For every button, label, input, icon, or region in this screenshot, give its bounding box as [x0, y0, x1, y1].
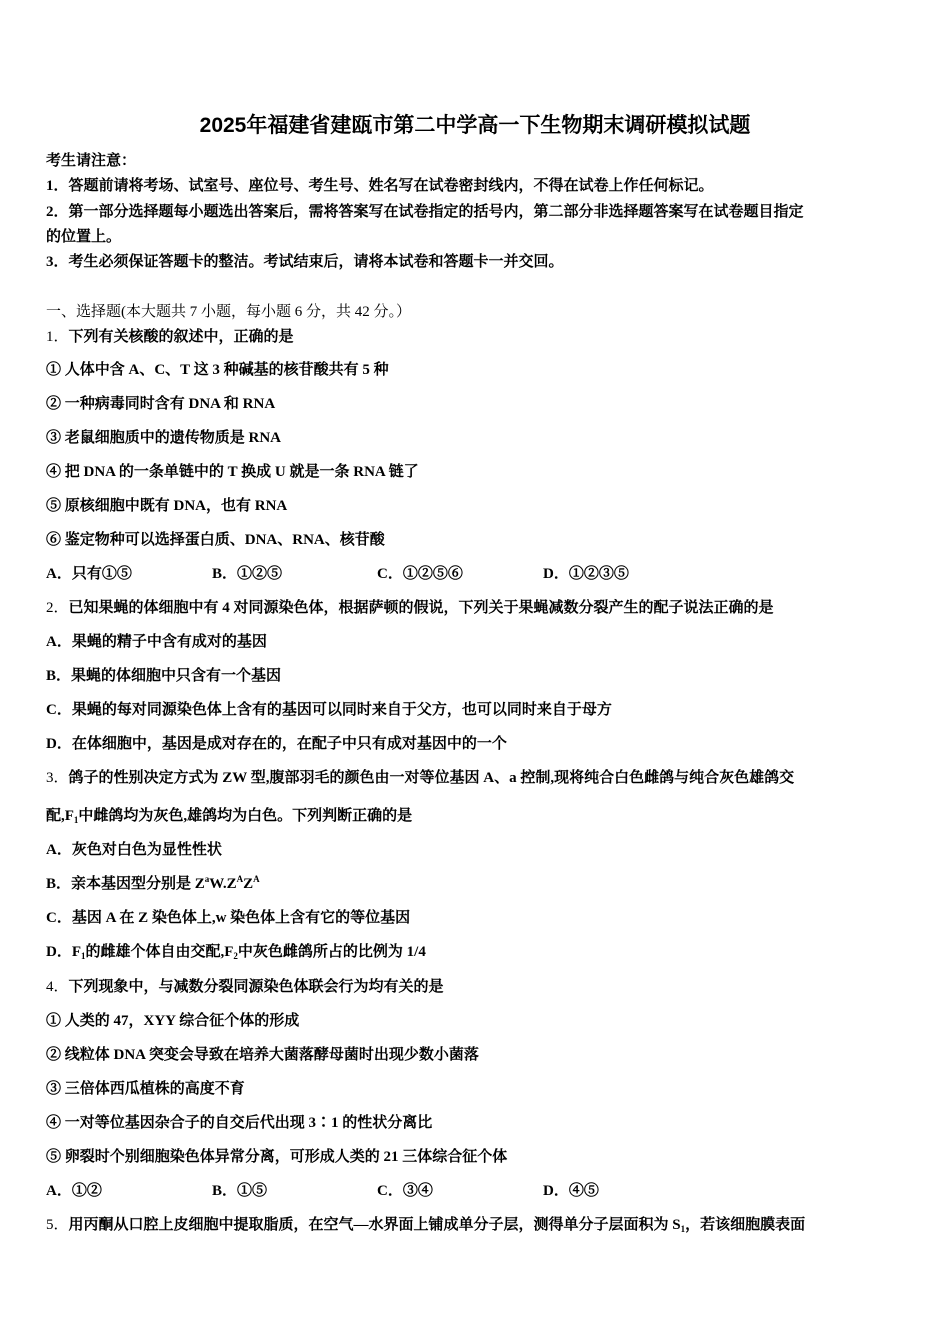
q3-option-d[interactable] — [46, 942, 426, 962]
question-number: 5． — [46, 1217, 69, 1233]
notice-item-2: 2．第一部分选择题每小题选出答案后，需将答案写在试卷指定的括号内，第二部分非选择题答案写在试卷题目指定 — [46, 204, 804, 220]
option-text: W.Z — [209, 876, 237, 892]
stem-text: 中雌鸽均为灰色,雄鸽均为白色。下列判断正确的是 — [78, 808, 413, 824]
stem-text: 配,F — [46, 808, 74, 824]
question-number: 1． — [46, 329, 69, 345]
q1-option-c[interactable]: C．①②⑤⑥ — [377, 566, 463, 582]
q1-option-d[interactable]: D．①②③⑤ — [543, 566, 629, 582]
q1-item-1: ① 人体中含 A、C、T 这 3 种碱基的核苷酸共有 5 种 — [46, 362, 389, 378]
question-number: 2． — [46, 600, 69, 616]
q4-item-4: ④ 一对等位基因杂合子的自交后代出现 3∶1 的性状分离比 — [46, 1115, 433, 1131]
q4-option-b[interactable]: B．①⑤ — [212, 1183, 268, 1199]
question-number: 3． — [46, 770, 69, 786]
question-number: 4． — [46, 979, 69, 995]
question-3-stem — [46, 768, 794, 788]
q3-option-a[interactable]: A．灰色对白色为显性性状 — [46, 842, 222, 858]
notice-item-2-cont: 的位置上。 — [46, 229, 122, 245]
q4-item-5: ⑤ 卵裂时个别细胞染色体异常分离，可形成人类的 21 三体综合征个体 — [46, 1149, 508, 1165]
question-1-stem — [46, 327, 294, 347]
q3-option-c[interactable]: C．基因 A 在 Z 染色体上,w 染色体上含有它的等位基因 — [46, 910, 411, 926]
question-4-stem — [46, 977, 444, 997]
q3-option-b[interactable] — [46, 874, 260, 894]
section-heading: 一、选择题(本大题共 7 小题，每小题 6 分，共 42 分。） — [46, 304, 411, 320]
q1-item-2: ② 一种病毒同时含有 DNA 和 RNA — [46, 396, 276, 412]
q2-option-d[interactable]: D．在体细胞中，基因是成对存在的，在配子中只有成对基因中的一个 — [46, 736, 507, 752]
question-text: 下列有关核酸的叙述中，正确的是 — [68, 329, 294, 345]
q4-option-d[interactable]: D．④⑤ — [543, 1183, 599, 1199]
question-text: ，若该细胞膜表面 — [685, 1217, 806, 1233]
notice-item-3: 3．考生必须保证答题卡的整洁。考试结束后，请将本试卷和答题卡一并交回。 — [46, 254, 564, 270]
q1-item-4: ④ 把 DNA 的一条单链中的 T 换成 U 就是一条 RNA 链了 — [46, 464, 419, 480]
question-2-stem — [46, 598, 774, 618]
subscript: 1 — [81, 951, 86, 961]
q2-option-c[interactable]: C．果蝇的每对同源染色体上含有的基因可以同时来自于父方，也可以同时来自于母方 — [46, 702, 612, 718]
subscript: 1 — [680, 1224, 686, 1234]
question-3-stem-cont — [46, 806, 412, 826]
option-text: 的雌雄个体自由交配,F — [85, 944, 234, 960]
option-text: B．亲本基因型分别是 Z — [46, 876, 205, 892]
q4-option-a[interactable]: A．①② — [46, 1183, 102, 1199]
subscript: 1 — [73, 815, 79, 825]
option-text: D．F — [46, 944, 81, 960]
question-text: 已知果蝇的体细胞中有 4 对同源染色体，根据萨顿的假说，下列关于果蝇减数分裂产生的配子说法正确的是 — [68, 600, 774, 616]
question-text: 下列现象中，与减数分裂同源染色体联会行为均有关的是 — [68, 979, 444, 995]
notice-item-1: 1．答题前请将考场、试室号、座位号、考生号、姓名写在试卷密封线内，不得在试卷上作任何标记。 — [46, 178, 714, 194]
q1-option-a[interactable]: A．只有①⑤ — [46, 566, 132, 582]
q2-option-b[interactable]: B．果蝇的体细胞中只含有一个基因 — [46, 668, 282, 684]
q4-item-1: ① 人类的 47，XYY 综合征个体的形成 — [46, 1013, 300, 1029]
q1-item-3: ③ 老鼠细胞质中的遗传物质是 RNA — [46, 430, 281, 446]
option-text: Z — [243, 876, 254, 892]
q4-item-3: ③ 三倍体西瓜植株的高度不育 — [46, 1081, 245, 1097]
q2-option-a[interactable]: A．果蝇的精子中含有成对的基因 — [46, 634, 267, 650]
q4-option-c[interactable]: C．③④ — [377, 1183, 433, 1199]
superscript: A — [253, 874, 260, 884]
subscript: 2 — [233, 951, 238, 961]
q1-item-5: ⑤ 原核细胞中既有 DNA，也有 RNA — [46, 498, 288, 514]
question-text: 鸽子的性别决定方式为 ZW 型,腹部羽毛的颜色由一对等位基因 A、a 控制,现将纯合白色雌鸽与纯合灰色雄鸽交 — [68, 770, 795, 786]
q1-item-6: ⑥ 鉴定物种可以选择蛋白质、DNA、RNA、核苷酸 — [46, 532, 385, 548]
superscript: A — [236, 874, 244, 884]
notice-heading: 考生请注意： — [46, 153, 137, 169]
exam-title: 2025年福建省建瓯市第二中学高一下生物期末调研模拟试题 — [199, 114, 751, 137]
q4-item-2: ② 线粒体 DNA 突变会导致在培养大菌落酵母菌时出现少数小菌落 — [46, 1047, 479, 1063]
question-5-stem — [46, 1215, 805, 1235]
q1-option-b[interactable]: B．①②⑤ — [212, 566, 283, 582]
superscript: a — [204, 874, 210, 884]
question-text: 用丙酮从口腔上皮细胞中提取脂质，在空气—水界面上铺成单分子层，测得单分子层面积为 S — [68, 1217, 681, 1233]
option-text: 中灰色雌鸽所占的比例为 1/4 — [237, 944, 426, 960]
